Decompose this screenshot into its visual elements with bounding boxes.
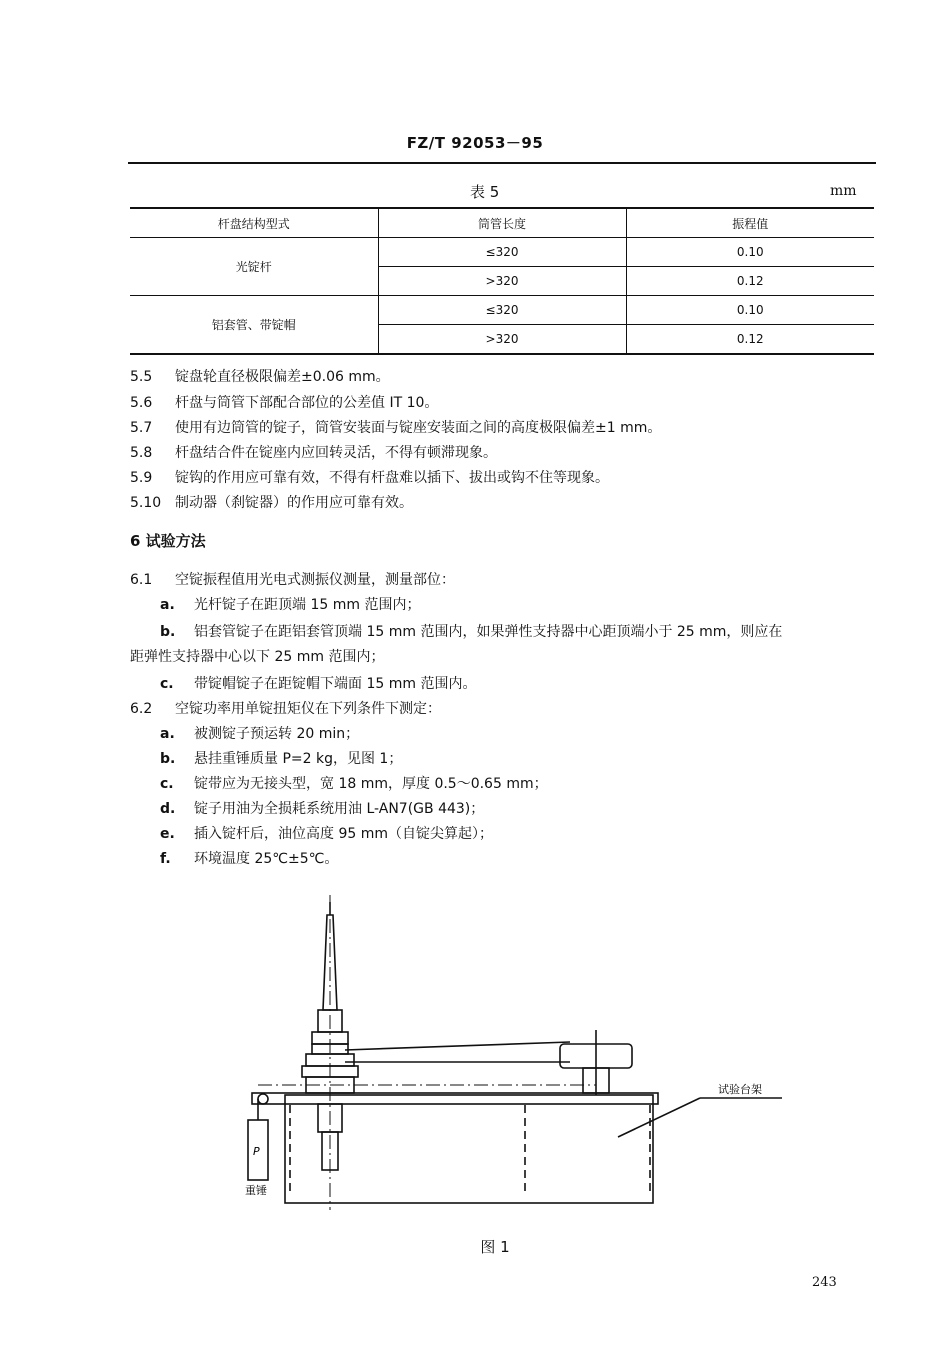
list-item: d. 锭子用油为全损耗系统用油 L-AN7(GB 443)； xyxy=(160,801,485,817)
list-item: a. 光杆锭子在距顶端 15 mm 范围内； xyxy=(160,597,421,613)
page-number: 243 xyxy=(812,1275,837,1290)
value-cell: 0.10 xyxy=(626,296,874,325)
weight-hook xyxy=(258,1094,268,1104)
test-frame-label: 试验台架 xyxy=(718,1083,762,1096)
list-item: c. 锭带应为无接头型，宽 18 mm，厚度 0.5～0.65 mm； xyxy=(160,776,548,792)
length-cell: >320 xyxy=(378,267,626,296)
clause-5-10: 5.10 制动器（刹锭器）的作用应可靠有效。 xyxy=(130,495,413,511)
test-bench xyxy=(285,1095,653,1203)
value-cell: 0.12 xyxy=(626,325,874,355)
structure-type-cell: 铝套管、带锭帽 xyxy=(130,296,378,355)
weight-label: 重锤 xyxy=(245,1184,267,1197)
table-unit: mm xyxy=(830,183,857,199)
column-header: 振程值 xyxy=(626,208,874,238)
clause-6-1: 6.1 空锭振程值用光电式测振仪测量，测量部位： xyxy=(130,572,455,588)
value-cell: 0.12 xyxy=(626,267,874,296)
structure-type-cell: 光锭杆 xyxy=(130,238,378,296)
list-item-continuation: 距弹性支持器中心以下 25 mm 范围内； xyxy=(130,649,385,665)
clause-5-5: 5.5 锭盘轮直径极限偏差±0.06 mm。 xyxy=(130,369,390,385)
table-header-row xyxy=(130,208,874,238)
list-item: f. 环境温度 25℃±5℃。 xyxy=(160,851,339,867)
list-item: e. 插入锭杆后，油位高度 95 mm（自锭尖算起）； xyxy=(160,826,493,842)
list-item: b. 铝套管锭子在距铝套管顶端 15 mm 范围内，如果弹性支持器中心距顶端小于 25 mm，则应在 xyxy=(160,624,783,640)
list-item: c. 带锭帽锭子在距锭帽下端面 15 mm 范围内。 xyxy=(160,676,477,692)
test-rig-figure xyxy=(230,895,790,1225)
list-item: b. 悬挂重锤质量 P=2 kg，见图 1； xyxy=(160,751,403,767)
clause-5-7: 5.7 使用有边筒管的锭子，筒管安装面与锭座安装面之间的高度极限偏差±1 mm。 xyxy=(130,420,662,436)
table-title: 表 5 xyxy=(470,183,500,201)
list-item: a. 被测锭子预运转 20 min； xyxy=(160,726,360,742)
clause-5-8: 5.8 杆盘结合件在锭座内应回转灵活，不得有顿滞现象。 xyxy=(130,445,497,461)
spindle-tape xyxy=(345,1042,570,1050)
clause-5-6: 5.6 杆盘与筒管下部配合部位的公差值 IT 10。 xyxy=(130,395,439,411)
table-row xyxy=(130,238,874,267)
length-cell: ≤320 xyxy=(378,238,626,267)
clause-6-2: 6.2 空锭功率用单锭扭矩仪在下列条件下测定： xyxy=(130,701,441,717)
header-rule xyxy=(128,162,876,164)
length-cell: ≤320 xyxy=(378,296,626,325)
length-cell: >320 xyxy=(378,325,626,355)
spec-table xyxy=(130,207,874,355)
figure-caption: 图 1 xyxy=(480,1238,510,1256)
column-header: 杆盘结构型式 xyxy=(130,208,378,238)
clause-5-9: 5.9 锭钩的作用应可靠有效，不得有杆盘难以插下、拔出或钩不住等现象。 xyxy=(130,470,609,486)
weight-p-label: P xyxy=(253,1145,260,1158)
table-row xyxy=(130,296,874,325)
document-code-header: FZ/T 92053－95 xyxy=(406,134,544,152)
value-cell: 0.10 xyxy=(626,238,874,267)
section-6-title: 6 试验方法 xyxy=(130,532,206,550)
column-header: 筒管长度 xyxy=(378,208,626,238)
